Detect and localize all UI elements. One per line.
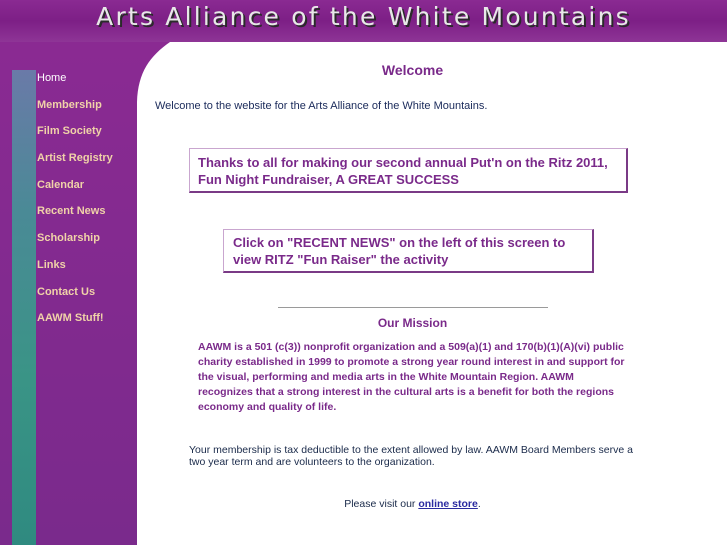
sidebar-item-aawm-stuff[interactable]: AAWM Stuff!: [37, 312, 104, 325]
sidebar-item-links[interactable]: Links: [37, 258, 66, 271]
sidebar-item-contact-us[interactable]: Contact Us: [37, 285, 96, 298]
intro-text: Welcome to the website for the Arts Alliance of the White Mountains.: [155, 100, 488, 112]
sidebar-item-artist-registry[interactable]: Artist Registry: [37, 152, 113, 165]
announcement-box-ritz: Thanks to all for making our second annual Put'n on the Ritz 2011, Fun Night Fundraiser, A GREAT SUCCESS: [189, 148, 628, 193]
site-header: [0, 0, 727, 42]
mission-heading: Our Mission: [377, 316, 448, 330]
sidebar-item-film-society[interactable]: Film Society: [37, 125, 102, 138]
sidebar-item-home[interactable]: Home: [37, 72, 67, 84]
divider: [278, 307, 548, 308]
announcement-box-recent-news: Click on "RECENT NEWS" on the left of this screen to view RITZ "Fun Raiser" the activity: [223, 229, 594, 273]
sidebar-item-calendar[interactable]: Calendar: [37, 178, 85, 191]
page-title: Welcome: [381, 62, 444, 78]
store-line: [150, 498, 675, 510]
sidebar-item-scholarship[interactable]: Scholarship: [37, 232, 100, 245]
online-store-link[interactable]: online store: [418, 498, 478, 510]
site-title: Arts Alliance of the White Mountains: [96, 2, 631, 31]
main-content: [150, 42, 727, 545]
store-prefix: Please visit our: [344, 498, 419, 510]
sidebar-nav: [0, 68, 140, 335]
mission-text: AAWM is a 501 (c(3)) nonprofit organization and a 509(a)(1) and 170(b)(1)(A)(vi) public charity established in 1999 to promote a strong year round interest in and support for the visual, performing and media arts in the White Mountain Region. AAWM recognizes that a strong interest in the cultural arts is a benefit for both the regions economy and quality of life.: [198, 341, 625, 413]
store-suffix: .: [477, 498, 481, 510]
membership-text: Your membership is tax deductible to the extent allowed by law. AAWM Board Members serve a two year term and are volunteers to the organization.: [189, 444, 633, 468]
sidebar-item-membership[interactable]: Membership: [37, 98, 102, 111]
sidebar-item-recent-news[interactable]: Recent News: [37, 205, 106, 218]
